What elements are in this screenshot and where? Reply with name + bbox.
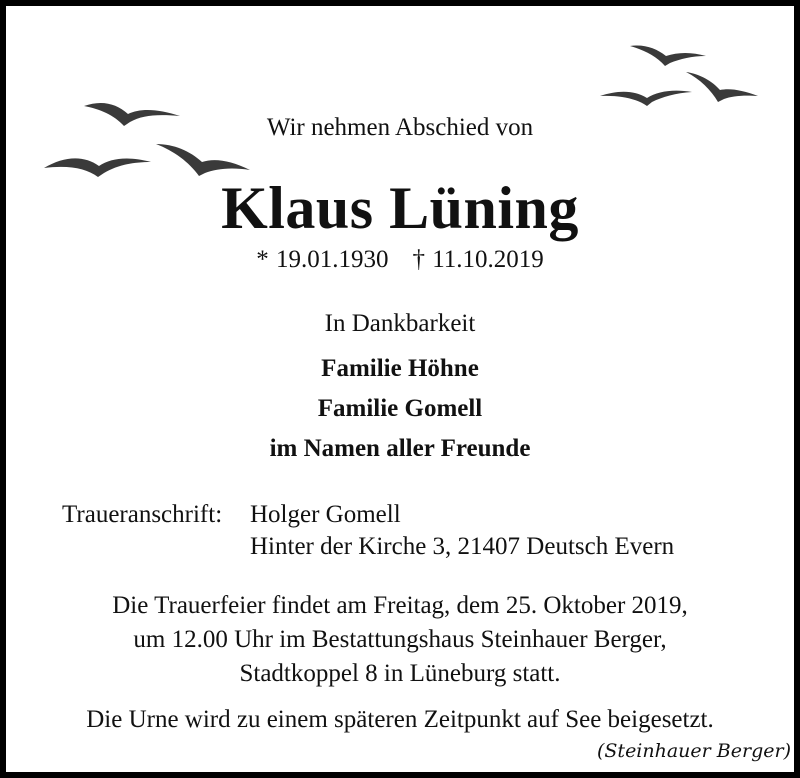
funeral-home-signature: (Steinhauer Berger) (597, 740, 791, 762)
life-dates (6, 246, 794, 274)
seagull-icon (600, 91, 692, 106)
mourner-friends: im Namen aller Freunde (269, 435, 531, 462)
address-label: Traueranschrift: (62, 501, 223, 528)
obituary-notice (6, 6, 794, 772)
mourner-family-1: Familie Höhne (321, 355, 479, 382)
urn-notice: Die Urne wird zu einem späteren Zeitpunkt auf See beigesetzt. (86, 706, 714, 733)
ceremony-line-1: Die Trauerfeier findet am Freitag, dem 25. Oktober 2019, (112, 592, 688, 619)
mourner-family-2: Familie Gomell (317, 395, 483, 422)
deceased-name: Klaus Lüning (221, 175, 579, 241)
seagull-icon (156, 144, 250, 176)
death-date: † 11.10.2019 (412, 246, 544, 273)
birth-date: * 19.01.1930 (256, 246, 389, 273)
seagull-icon (630, 45, 706, 66)
seagull-icon (686, 72, 758, 102)
thanks-text: In Dankbarkeit (324, 310, 476, 337)
intro-text: Wir nehmen Abschied von (266, 114, 534, 141)
address-name: Holger Gomell (250, 501, 401, 528)
ceremony-line-3: Stadtkoppel 8 in Lüneburg statt. (239, 660, 561, 687)
ceremony-line-2: um 12.00 Uhr im Bestattungshaus Steinhauer Berger, (133, 626, 667, 653)
address-street: Hinter der Kirche 3, 21407 Deutsch Evern (250, 533, 675, 560)
